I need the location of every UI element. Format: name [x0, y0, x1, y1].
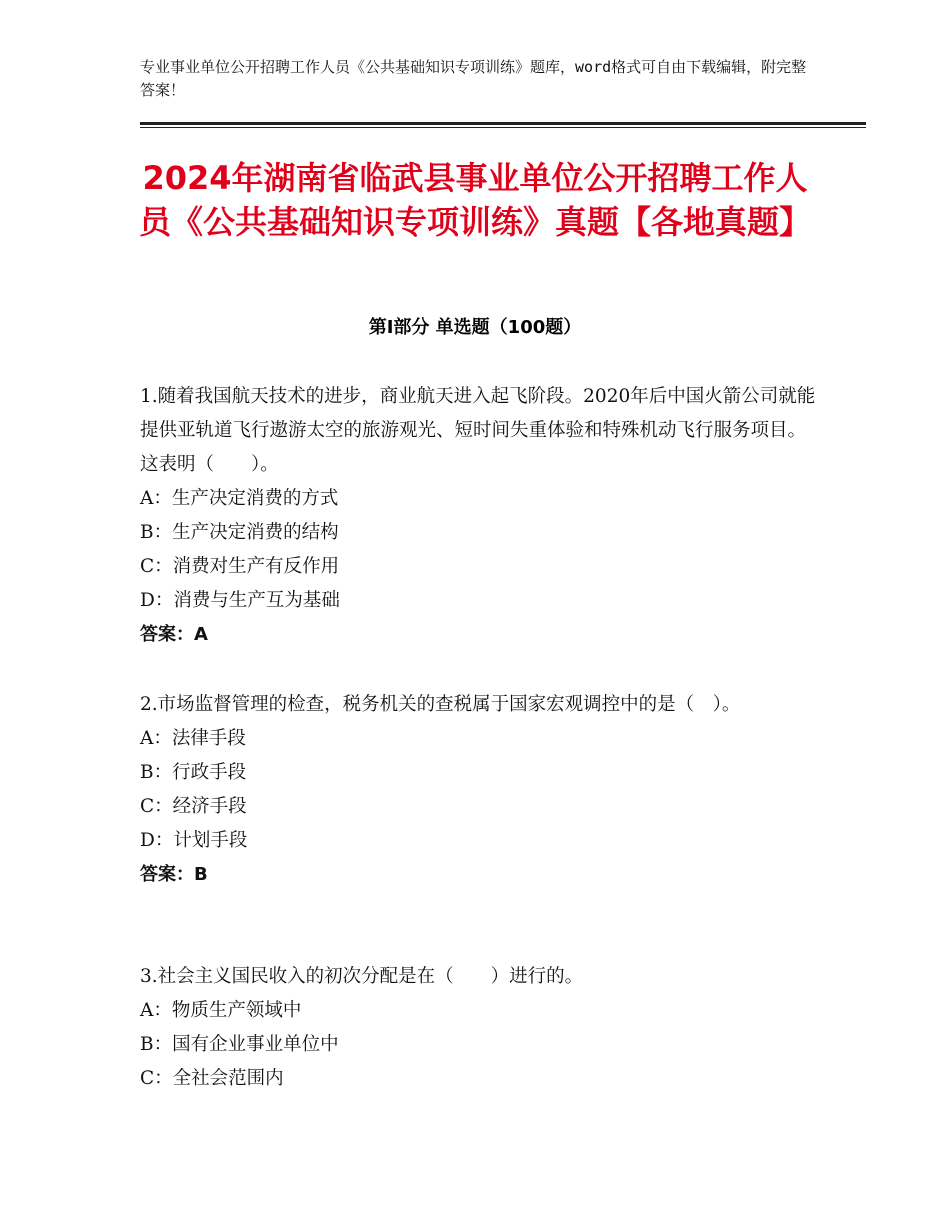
option-b: B：行政手段	[140, 762, 247, 783]
question-3	[140, 960, 820, 1096]
option-b: B：国有企业事业单位中	[140, 1034, 339, 1055]
option-a: A：生产决定消费的方式	[140, 488, 339, 509]
option-d: D：计划手段	[140, 830, 248, 851]
header-note: 专业事业单位公开招聘工作人员《公共基础知识专项训练》题库，word格式可自由下载编辑，附完整答案！	[140, 58, 807, 99]
answer-label: 答案：A	[140, 624, 208, 645]
option-c: C：全社会范围内	[140, 1068, 284, 1089]
question-1	[140, 380, 820, 652]
question-stem: 3.社会主义国民收入的初次分配是在（ ）进行的。	[140, 966, 584, 987]
header-divider-thick	[140, 122, 866, 125]
question-stem: 1.随着我国航天技术的进步，商业航天进入起飞阶段。2020年后中国火箭公司就能提供亚轨道飞行遨游太空的旅游观光、短时间失重体验和特殊机动飞行服务项目。这表明（ ）。	[140, 386, 816, 475]
section-title: 第Ⅰ部分 单选题（100题）	[368, 317, 582, 338]
document-title: 2024年湖南省临武县事业单位公开招聘工作人员《公共基础知识专项训练》真题【各地真题】	[138, 159, 811, 241]
answer-label: 答案：B	[140, 864, 208, 885]
option-d: D：消费与生产互为基础	[140, 590, 340, 611]
option-c: C：经济手段	[140, 796, 247, 817]
question-stem: 2.市场监督管理的检查，税务机关的查税属于国家宏观调控中的是（ ）。	[140, 694, 741, 715]
question-2	[140, 688, 820, 892]
header-divider-thin	[140, 127, 866, 128]
option-b: B：生产决定消费的结构	[140, 522, 339, 543]
option-a: A：法律手段	[140, 728, 246, 749]
option-a: A：物质生产领域中	[140, 1000, 302, 1021]
option-c: C：消费对生产有反作用	[140, 556, 340, 577]
